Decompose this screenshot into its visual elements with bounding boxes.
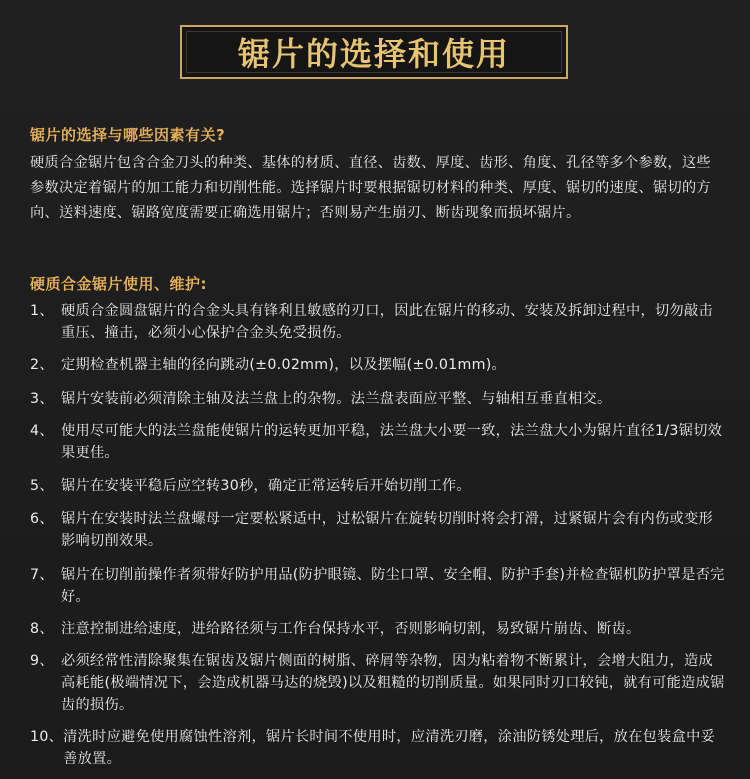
item-text: 锯片在安装时法兰盘螺母一定要松紧适中，过松锯片在旋转切削时将会打滑，过紧锯片会有内伤或变形影响切削效果。 xyxy=(61,511,713,549)
item-number: 3、 xyxy=(30,391,54,407)
item-number: 1、 xyxy=(30,303,54,319)
item-text: 锯片安装前必须清除主轴及法兰盘上的杂物。法兰盘表面应平整、与轴相互垂直相交。 xyxy=(61,391,612,407)
item-number: 5、 xyxy=(30,478,54,494)
item-number: 9、 xyxy=(30,653,54,669)
item-text: 锯片在切削前操作者须带好防护用品(防护眼镜、防尘口罩、安全帽、防护手套)并检查锯机防护罩是否完好。 xyxy=(61,567,725,605)
section-heading-maintenance: 硬质合金锯片使用、维护: xyxy=(30,275,207,293)
item-number: 2、 xyxy=(30,357,54,373)
item-text: 注意控制进给速度，进给路径须与工作台保持水平，否则影响切割，易致锯片崩齿、断齿。 xyxy=(61,621,641,637)
list-item xyxy=(30,508,725,552)
item-number: 8、 xyxy=(30,621,54,637)
item-text: 使用尽可能大的法兰盘能使锯片的运转更加平稳，法兰盘大小要一致，法兰盘大小为锯片直径1/3锯切效果更佳。 xyxy=(61,423,723,461)
list-item xyxy=(30,618,725,640)
item-number: 10、 xyxy=(30,729,64,745)
title-banner xyxy=(180,25,568,79)
item-text: 锯片在安装平稳后应空转30秒，确定正常运转后开始切削工作。 xyxy=(61,478,471,494)
item-number: 7、 xyxy=(30,567,54,583)
list-item xyxy=(30,564,725,608)
item-text: 必须经常性清除聚集在锯齿及锯片侧面的树脂、碎屑等杂物，因为粘着物不断累计，会增大阻力，造成高耗能(极端情况下，会造成机器马达的烧毁)以及粗糙的切削质量。如果同时刃口较钝，就有可能造成锯齿的损伤。 xyxy=(61,653,725,713)
list-item xyxy=(30,475,725,497)
list-item xyxy=(30,420,725,464)
item-number: 6、 xyxy=(30,511,54,527)
item-text: 硬质合金圆盘锯片的合金头具有锋利且敏感的刃口，因此在锯片的移动、安装及拆卸过程中，切勿敲击重压、撞击，必须小心保护合金头免受损伤。 xyxy=(61,303,713,341)
list-item xyxy=(30,354,725,376)
item-number: 4、 xyxy=(30,423,54,439)
list-item xyxy=(30,650,725,716)
page-title: 锯片的选择和使用 xyxy=(237,35,510,73)
list-item xyxy=(30,726,725,770)
section-heading-selection: 锯片的选择与哪些因素有关? xyxy=(30,126,226,144)
maintenance-list xyxy=(30,300,725,770)
selection-paragraph: 硬质合金锯片包含合金刀头的种类、基体的材质、直径、齿数、厚度、齿形、角度、孔径等多个参数，这些参数决定着锯片的加工能力和切削性能。选择锯片时要根据锯切材料的种类、厚度、锯切的速度、锯切的方向、送料速度、锯路宽度需要正确选用锯片；否则易产生崩刃、断齿现象而损坏锯片。 xyxy=(30,155,711,221)
list-item xyxy=(30,388,725,410)
item-text: 定期检查机器主轴的径向跳动(±0.02mm)，以及摆幅(±0.01mm)。 xyxy=(61,357,507,373)
list-item xyxy=(30,300,725,344)
item-text: 清洗时应避免使用腐蚀性溶剂，锯片长时间不使用时，应清洗刃磨，涂油防锈处理后，放在包装盒中妥善放置。 xyxy=(63,729,716,767)
